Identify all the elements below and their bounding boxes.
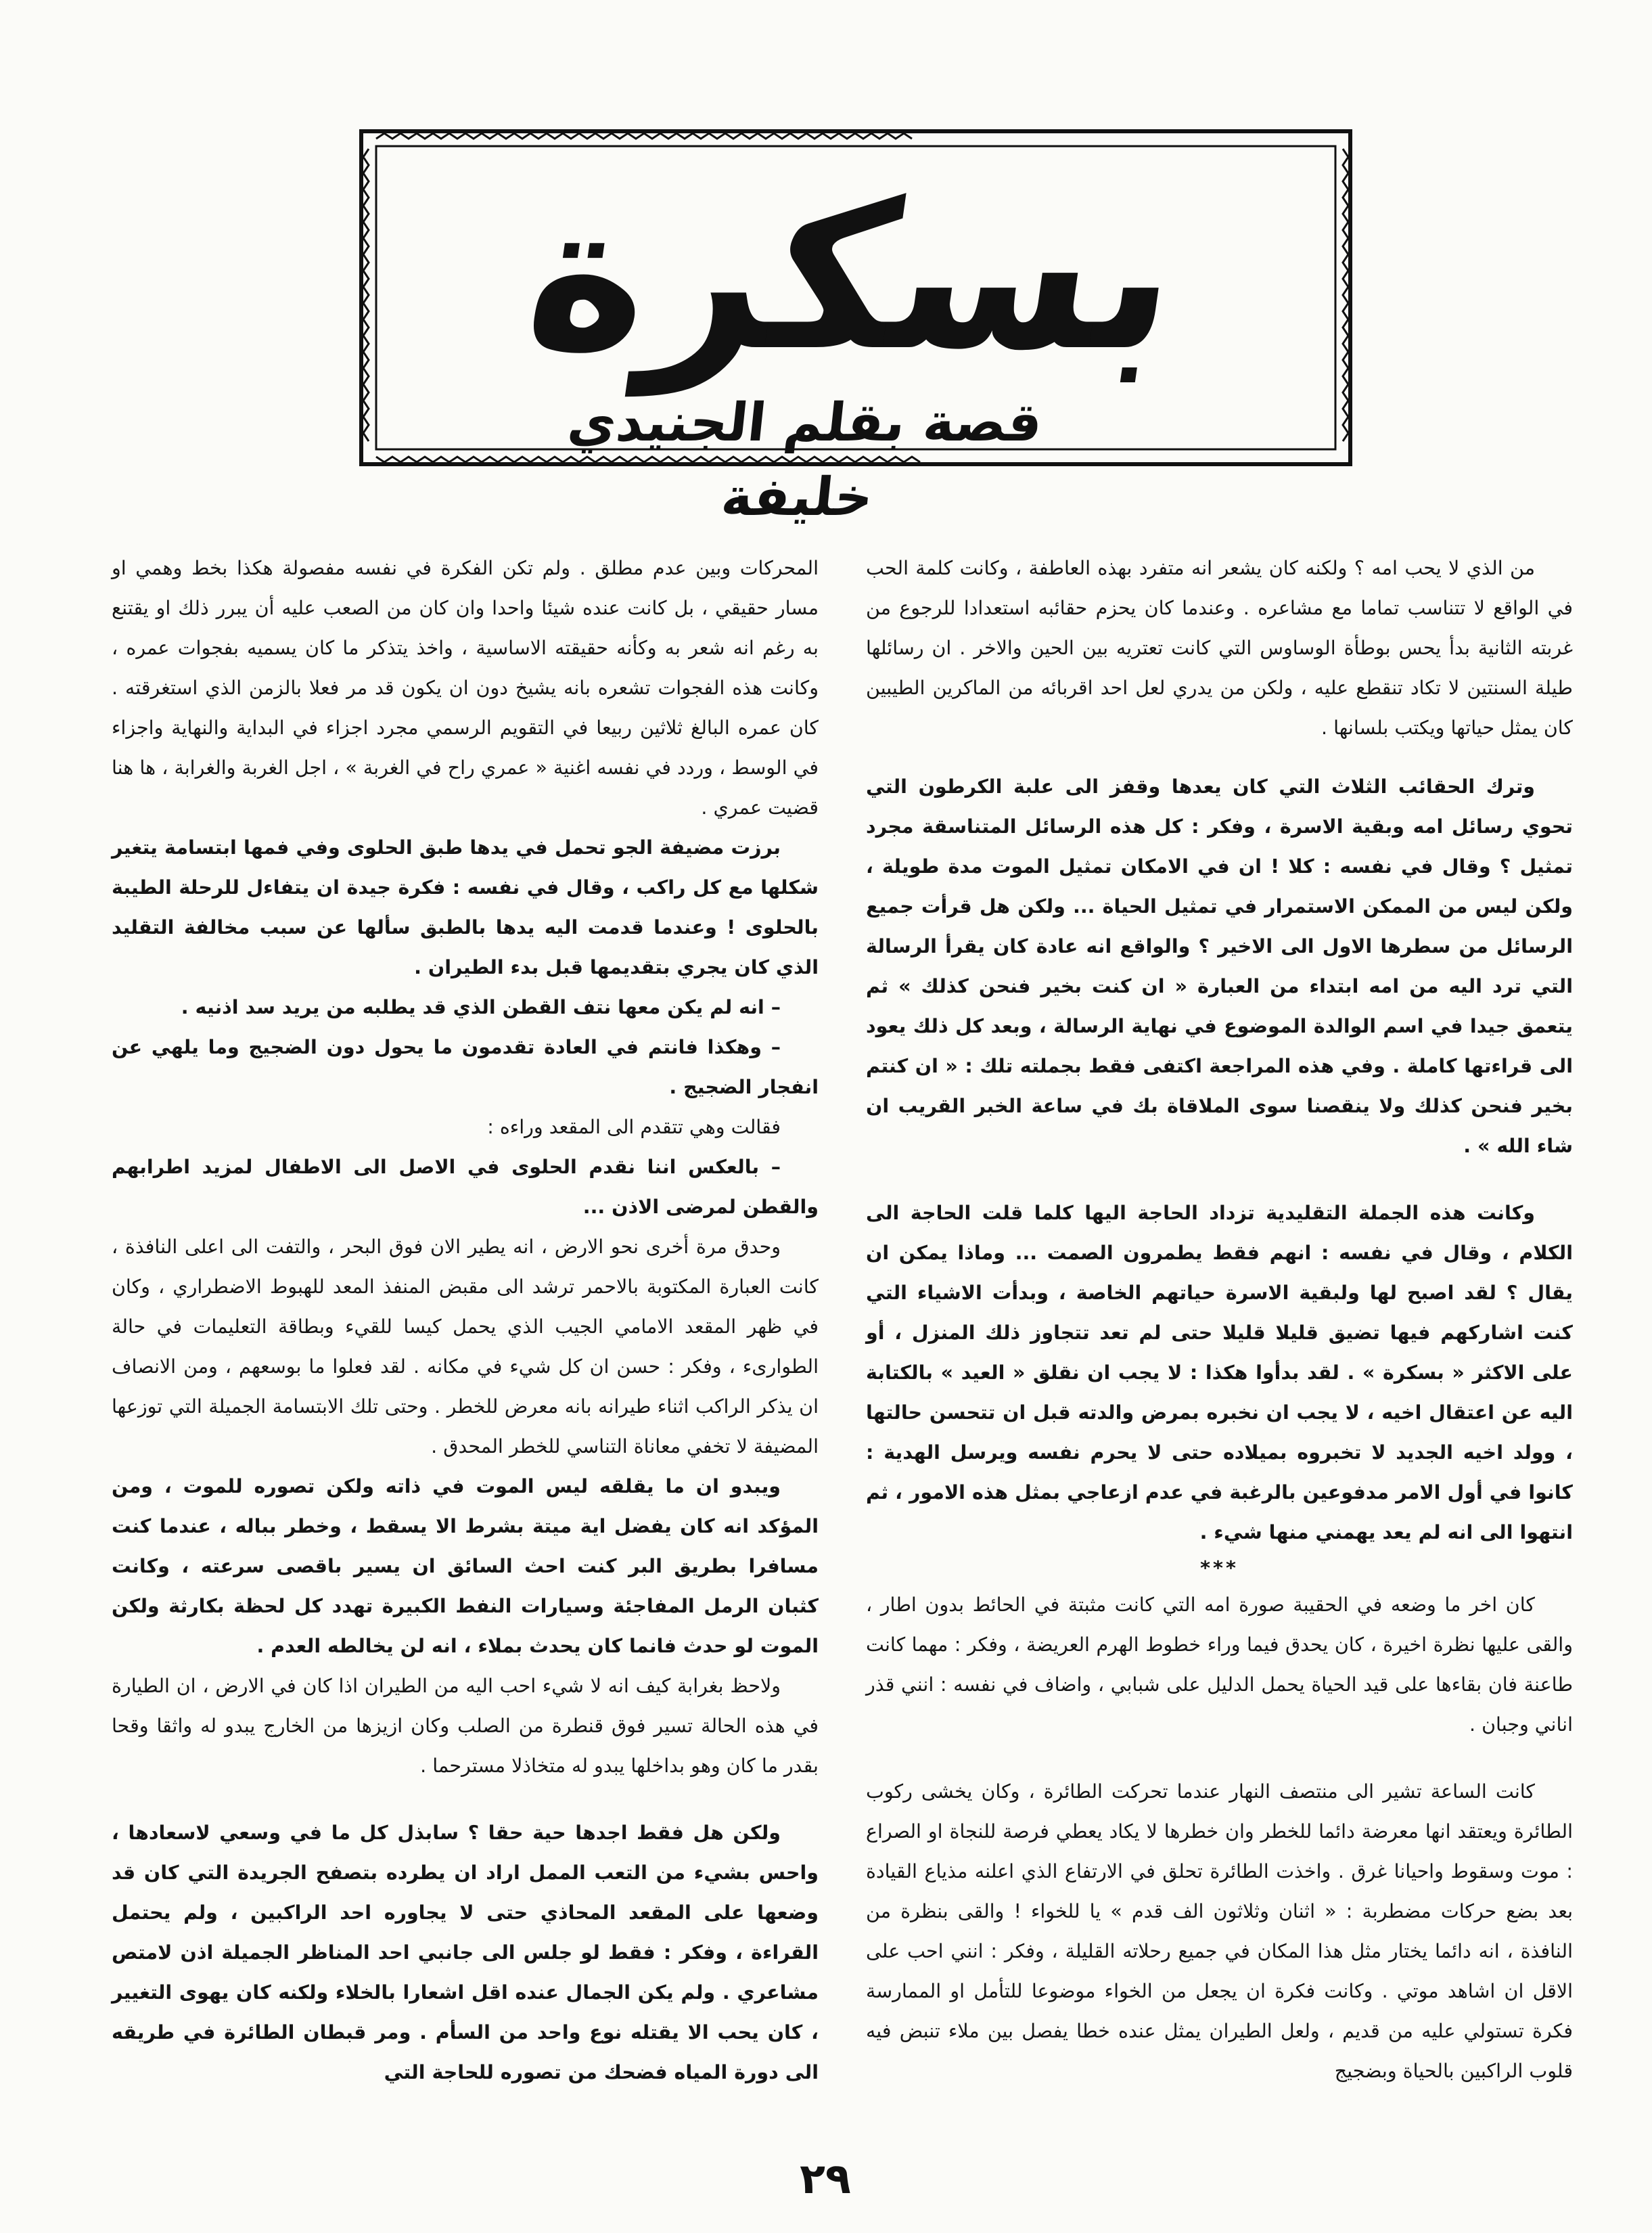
paragraph: وحدق مرة أخرى نحو الارض ، انه يطير الان فوق البحر ، والتفت الى اعلى النافذة ، كانت العبارة المكتوبة بالاحمر ترشد الى مقبض المنفذ المعد للهبوط الاضطراري ، وكان في ظهر المقعد الامامي الجيب الذي يحمل كيسا للقيء وبطاقة التعليمات في حالة الطوارىء ، وفكر : حسن ان كل شيء في مكانه . لقد فعلوا ما بوسعهم ، ومن الانصاف ان يذكر الراكب اثناء طيرانه بانه معرض للخطر . وحتى تلك الابتسامة الجميلة التي توزعها المضيفة لا تخفي معاناة التناسي للخطر المحدق .	[112, 1236, 819, 1458]
paragraph: برزت مضيفة الجو تحمل في يدها طبق الحلوى وفي فمها ابتسامة يتغير شكلها مع كل راكب ، وقال في نفسه : فكرة جيدة ان يتفاءل للرحلة الطيبة بالحلوى ! وعندما قدمت اليه يدها بالطبق سألها عن سبب مخالفة التقليد الذي كان يجري بتقديمها قبل بدء الطيران .	[112, 836, 819, 978]
paragraph: ويبدو ان ما يقلقه ليس الموت في ذاته ولكن تصوره للموت ، ومن المؤكد انه كان يفضل اية ميتة بشرط الا يسقط ، وخطر بباله ، عندما كنت مسافرا بطريق البر كنت احث السائق ان يسير باقصى سرعته ، وكانت كثبان الرمل المفاجئة وسيارات النفط الكبيرة تهدد كل لحظة بكارثة ولكن الموت لو حدث فانما كان يحدث بملاء ، انه لن يخالطه العدم .	[112, 1475, 819, 1657]
paragraph: المحركات وبين عدم مطلق . ولم تكن الفكرة في نفسه مفصولة هكذا بخط وهمي او مسار حقيقي ، بل كانت عنده شيئا واحدا وان كان من الصعب عليه أن يبرر ذلك او يقتنع به رغم انه شعر به وكأنه حقيقته الاساسية ، واخذ يتذكر ما كان يسميه بفجوات عمره ، وكانت هذه الفجوات تشعره بانه يشيخ دون ان يكون قد مر فعلا بالزمن الذي استغرقته . كان عمره البالغ ثلاثين ربيعا في التقويم الرسمي مجرد اجزاء في البداية والنهاية واجزاء في الوسط ، وردد في نفسه اغنية « عمري راح في الغربة » ، اجل الغربة والغرابة ، ها هنا قضيت عمري .	[112, 557, 819, 819]
paragraph: من الذي لا يحب امه ؟ ولكنه كان يشعر انه متفرد بهذه العاطفة ، وكانت كلمة الحب في الواقع لا تتناسب تماما مع مشاعره . وعندما كان يحزم حقائبه استعدادا للرجوع من غربته الثانية بدأ يحس بوطأة الوساوس التي كانت تعتريه بين الحين والاخر . ان رسائلها طيلة السنتين لا تكاد تنقطع عليه ، ولكن من يدري لعل احد اقربائه من الماكرين الطيبين كان يمثل حياتها ويكتب بلسانها .	[866, 557, 1573, 739]
paragraph: كان اخر ما وضعه في الحقيبة صورة امه التي كانت مثبتة في الحائط بدون اطار ، والقى عليها نظرة اخيرة ، كان يحدق فيما وراء خطوط الهرم العريضة ، وفكر : مهما كانت طاعنة فان بقاءها على قيد الحياة يحمل الدليل على شبابي ، واضاف في نفسه : انني قذر اناني وجبان .	[866, 1594, 1573, 1736]
paragraph: كانت الساعة تشير الى منتصف النهار عندما تحركت الطائرة ، وكان يخشى ركوب الطائرة ويعتقد انها معرضة دائما للخطر وان خطرها لا يكاد يعطي فرصة للنجاة او الصراع : موت وسقوط واحيانا غرق . واخذت الطائرة تحلق في الارتفاع الذي اعلنه مذياع القيادة بعد بضع حركات مضطربة : « اثنان وثلاثون الف قدم » يا للخواء ! والقى بنظرة من النافذة ، انه دائما يختار مثل هذا المكان في جميع رحلاته القليلة ، وفكر : انني احب على الاقل ان اشاهد موتي . وكانت فكرة ان يجعل من الخواء موضوعا للتأمل او الممارسة فكرة تستولي عليه من قديم ، ولعل الطيران يمثل عنده خطا يفصل بين ملاء تنبض فيه قلوب الراكبين بالحياة وبضجيج	[866, 1780, 1573, 2082]
section-separator: ***	[1200, 1557, 1239, 1579]
paragraph: فقالت وهي تتقدم الى المقعد وراءه :	[487, 1116, 781, 1138]
column-right	[866, 548, 1573, 2082]
page-number: ٢٩	[800, 2154, 851, 2203]
paragraph: ولكن هل فقط اجدها حية حقا ؟ سابذل كل ما في وسعي لاسعادها ، واحس بشيء من التعب الممل اراد ان يطرده بتصفح الجريدة التي كان قد وضعها على المقعد المحاذي حتى لا يجاوره احد الراكبين ، ولم يحتمل القراءة ، وفكر : فقط لو جلس الى جانبي احد المناظر الجميلة اذن لامتص مشاعري . ولم يكن الجمال عنده اقل اشعارا بالخلاء ولكنه كان يهوى التغيير ، كان يحب الا يقتله نوع واحد من السأم . ومر قبطان الطائرة في طريقه الى دورة المياه فضحك من تصوره للحاجة التي	[112, 1822, 819, 2083]
dialogue-line: – انه لم يكن معها نتف القطن الذي قد يطلبه من يريد سد اذنيه .	[181, 996, 781, 1018]
paragraph: وترك الحقائب الثلاث التي كان يعدها وقفز الى علبة الكرطون التي تحوي رسائل امه وبقية الاسرة ، وفكر : كل هذه الرسائل المتناسقة مجرد تمثيل ؟ وقال في نفسه : كلا ! ان في الامكان تمثيل الموت مدة طويلة ، ولكن ليس من الممكن الاستمرار في تمثيل الحياة ... ولكن هل قرأت جميع الرسائل من سطرها الاول الى الاخير ؟ والواقع انه عادة كان يقرأ الرسالة التي ترد اليه من امه ابتداء من العبارة « ان كنت بخير فنحن كذلك » ثم يتعمق جيدا في اسم الوالدة الموضوع في نهاية الرسالة ، وبعد كل ذلك يعود الى قراءتها كاملة . وفي هذه المراجعة اكتفى فقط بجملته تلك : « ان كنتم بخير فنحن كذلك ولا ينقصنا سوى الملاقاة بك في ساعة الخبر القريب ان شاء الله » .	[866, 775, 1573, 1157]
column-left	[112, 548, 819, 2083]
dialogue-line: – وهكذا فانتم في العادة تقدمون ما يحول دون الضجيج وما يلهي عن انفجار الضجيج .	[112, 1036, 819, 1098]
dialogue-line: – بالعكس اننا نقدم الحلوى في الاصل الى الاطفال لمزيد اطرابهم والقطن لمرضى الاذن ...	[112, 1156, 819, 1218]
story-title: بسكرة	[513, 159, 1194, 395]
paragraph: وكانت هذه الجملة التقليدية تزداد الحاجة اليها كلما قلت الحاجة الى الكلام ، وقال في نفسه : انهم فقط يطمرون الصمت ... وماذا يمكن ان يقال ؟ لقد اصبح لها ولبقية الاسرة حياتهم الخاصة ، وبدأت الاشياء التي كنت اشاركهم فيها تضيق قليلا قليلا حتى لم تعد تتجاوز ذلك المنزل ، أو على الاكثر « بسكرة » . لقد بدأوا هكذا : لا يجب ان نقلق « العيد » بالكتابة اليه عن اعتقال اخيه ، لا يجب ان نخبره بمرض والدته قبل ان تتحسن حالتها ، وولد اخيه الجديد لا تخبروه بميلاده حتى لا يحرم نفسه ويرسل الهدية : كانوا في أول الامر مدفوعين بالرغبة في عدم ازعاجي بمثل هذه الامور ، ثم انتهوا الى انه لم يعد يهمني منها شيء .	[866, 1202, 1573, 1543]
story-byline: قصة بقلم الجنيدي خليفة	[565, 392, 1045, 528]
paragraph: ولاحظ بغرابة كيف انه لا شيء احب اليه من الطيران اذا كان في الارض ، ان الطيارة في هذه الحالة تسير فوق قنطرة من الصلب وكان ازيزها من الخارج يبدو له واثقا وقحا بقدر ما كان وهو بداخلها يبدو له متخاذلا مسترحما .	[112, 1675, 819, 1777]
